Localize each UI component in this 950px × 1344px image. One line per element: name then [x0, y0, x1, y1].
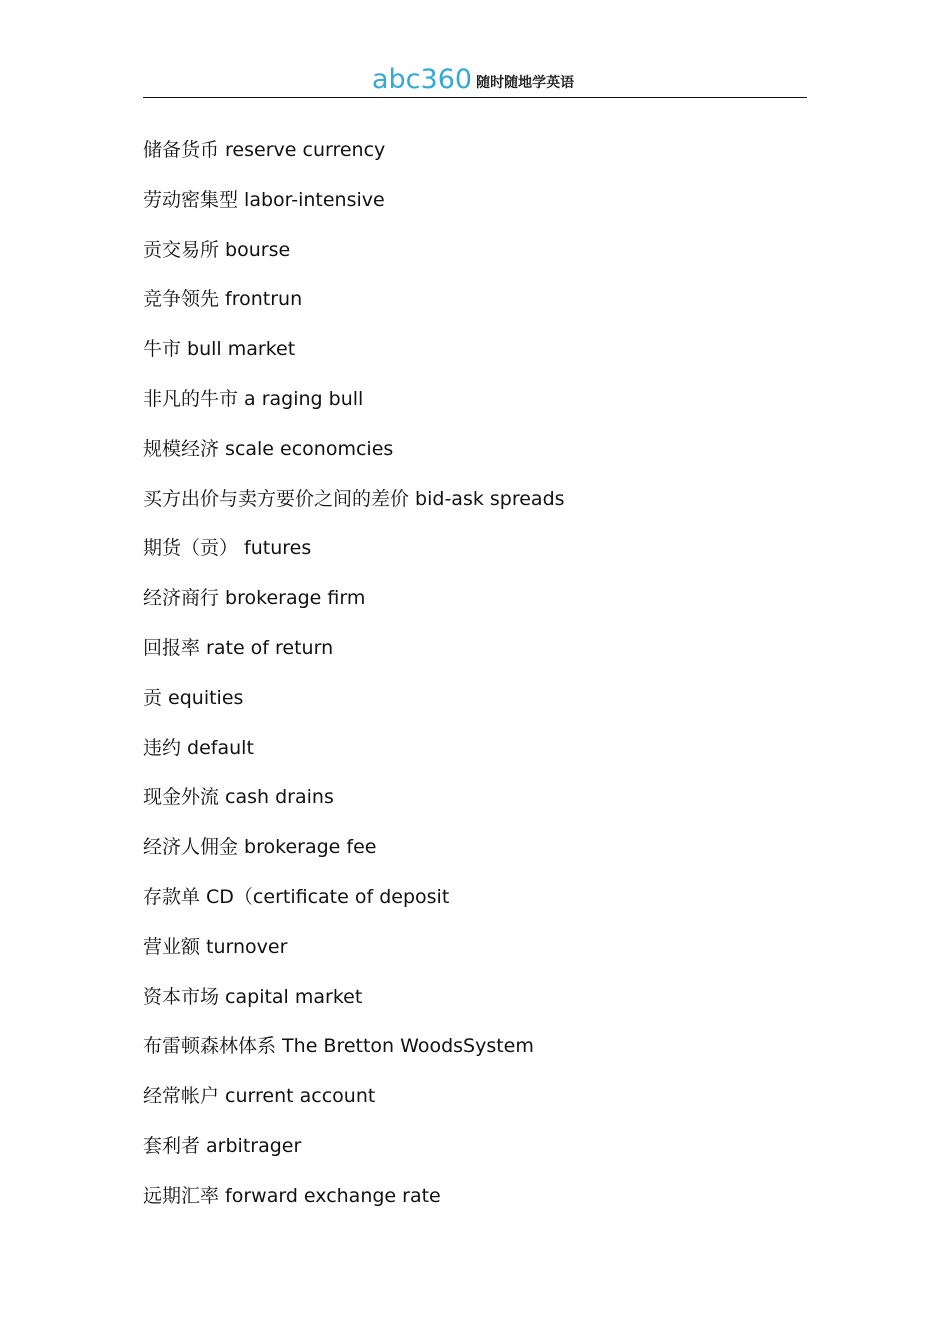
vocab-entry: 违约 default	[143, 736, 254, 759]
vocab-entry: 回报率 rate of return	[143, 636, 334, 659]
vocab-entry: 资本市场 capital market	[143, 985, 363, 1008]
vocab-entry: 套利者 arbitrager	[143, 1134, 302, 1157]
vocab-entry: 远期汇率 forward exchange rate	[143, 1184, 441, 1207]
header-divider	[143, 97, 807, 98]
vocab-entry: 牛市 bull market	[143, 338, 296, 361]
vocab-entry: 经济人佣金 brokerage fee	[143, 836, 377, 859]
vocab-entry: 期货（贡） futures	[143, 537, 312, 560]
vocab-entry: 现金外流 cash drains	[143, 786, 334, 809]
vocab-entry: 储备货币 reserve currency	[143, 139, 386, 161]
vocab-entry: 买方出价与卖方要价之间的差价 bid-ask spreads	[143, 487, 565, 510]
vocab-entry: 贡 equities	[143, 686, 244, 709]
logo-wordmark: abc360	[372, 64, 473, 95]
vocab-entry: 规模经济 scale economcies	[143, 437, 394, 460]
vocab-entry: 经济商行 brokerage firm	[143, 587, 366, 610]
vocab-entry: 非凡的牛市 a raging bull	[143, 387, 364, 410]
vocab-entry: 布雷顿森林体系 The Bretton WoodsSystem	[143, 1035, 534, 1058]
vocab-entry: 经常帐户 current account	[143, 1085, 376, 1108]
page-header	[143, 62, 807, 100]
vocab-entry: 贡交易所 bourse	[143, 238, 291, 261]
vocab-entry: 营业额 turnover	[143, 935, 288, 958]
logo-slogan: 随时随地学英语	[476, 75, 575, 91]
vocab-entry: 存款单 CD（certificate of deposit	[143, 885, 450, 908]
vocabulary-list	[143, 137, 807, 1233]
brand-logo	[372, 66, 574, 93]
vocab-entry: 竞争领先 frontrun	[143, 288, 303, 311]
vocab-entry: 劳动密集型 labor-intensive	[143, 188, 385, 211]
